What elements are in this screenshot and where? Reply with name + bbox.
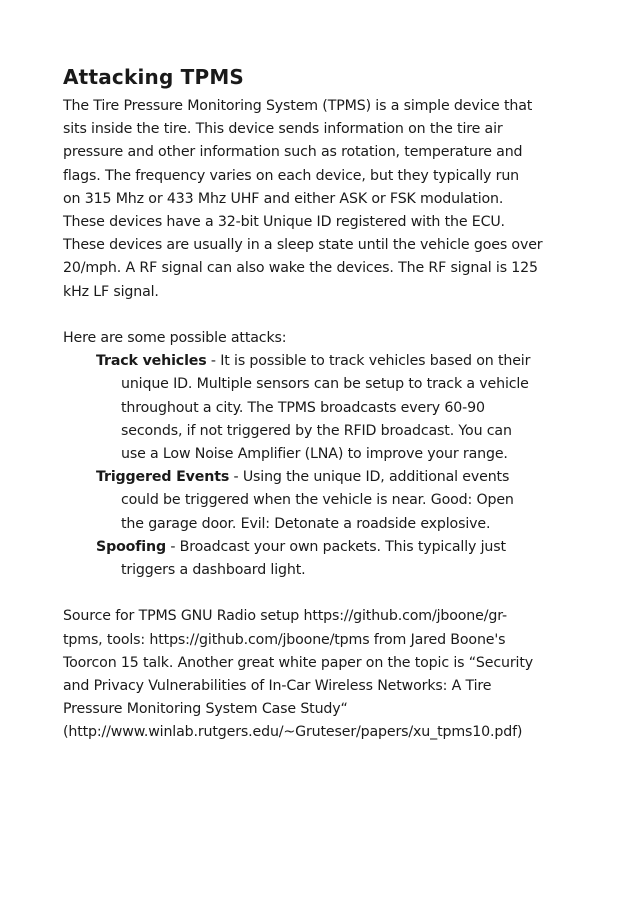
intro-line: sits inside the tire. This device sends information on the tire air [63,121,503,138]
intro-line: kHz LF signal. [63,283,159,300]
paragraph-spacer [63,304,583,327]
attack-line: triggers a dashboard light. [121,562,306,579]
attack-name: Triggered Events [96,469,230,486]
intro-line: These devices have a 32-bit Unique ID registered with the ECU. [63,214,505,231]
attack-first-line [63,466,583,489]
intro-paragraph [63,95,583,304]
attacks-intro [63,327,583,350]
intro-line: pressure and other information such as rotation, temperature and [63,144,523,161]
page-title: Attacking TPMS [63,65,245,89]
attack-name: Track vehicles [96,353,207,370]
intro-line: These devices are usually in a sleep state until the vehicle goes over [63,237,543,254]
attack-first-line [63,350,583,373]
source-line: Toorcon 15 talk. Another great white paper on the topic is “Security [63,654,533,671]
intro-line: The Tire Pressure Monitoring System (TPMS) is a simple device that [63,98,533,114]
source-line: Pressure Monitoring System Case Study“ [63,701,348,718]
attack-item-triggered-events [63,466,583,536]
attack-line: throughout a city. The TPMS broadcasts every 60-90 [121,399,485,416]
attacks-intro-text: Here are some possible attacks: [63,330,287,347]
paragraph-spacer [63,582,583,605]
source-line: tpms, tools: https://github.com/jboone/tpms from Jared Boone's [63,631,506,648]
attack-description: - It is possible to track vehicles based on their [206,353,531,370]
source-line: (http://www.winlab.rutgers.edu/~Gruteser/papers/xu_tpms10.pdf) [63,724,523,741]
attack-item-track-vehicles [63,350,583,466]
attack-line: the garage door. Evil: Detonate a roadside explosive. [121,515,491,532]
intro-line: 20/mph. A RF signal can also wake the devices. The RF signal is 125 [63,260,538,277]
attack-line: seconds, if not triggered by the RFID broadcast. You can [121,422,512,439]
attack-description: - Using the unique ID, additional events [229,469,510,486]
intro-line: on 315 Mhz or 433 Mhz UHF and either ASK or FSK modulation. [63,190,504,207]
attack-list [63,350,583,582]
attack-line: use a Low Noise Amplifier (LNA) to improve your range. [121,446,508,463]
attack-name: Spoofing [96,538,166,555]
document-page [63,62,583,745]
attack-first-line [63,536,583,559]
attack-line: could be triggered when the vehicle is near. Good: Open [121,492,514,509]
attack-item-spoofing [63,536,583,582]
source-line: Source for TPMS GNU Radio setup https://github.com/jboone/gr- [63,608,507,625]
attack-description: - Broadcast your own packets. This typically just [165,538,506,555]
attack-line: unique ID. Multiple sensors can be setup to track a vehicle [121,376,529,393]
source-paragraph [63,605,583,744]
source-line: and Privacy Vulnerabilities of In-Car Wireless Networks: A Tire [63,678,492,695]
intro-line: flags. The frequency varies on each device, but they typically run [63,167,520,184]
